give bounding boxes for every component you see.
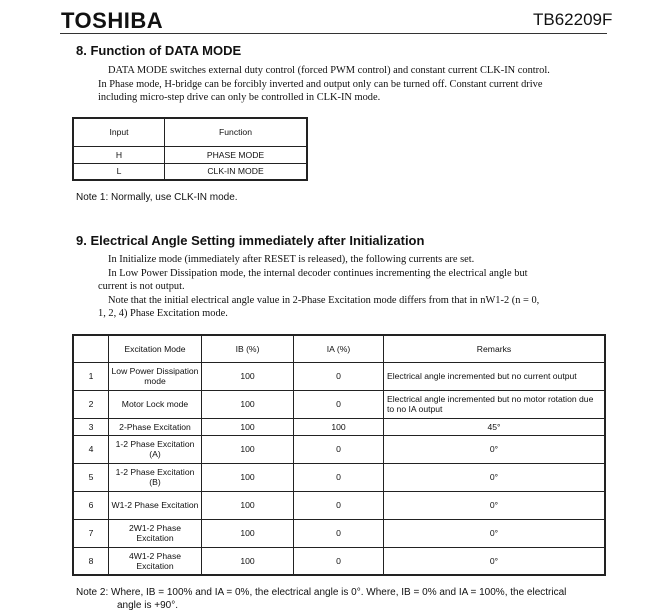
header-remarks: Remarks: [384, 335, 606, 362]
section8-paragraph-line-1: DATA MODE switches external duty control (forced PWM control) and constant current CLK-IN control.: [108, 65, 550, 76]
data-mode-table: [72, 117, 308, 181]
ib-cell: 100: [202, 519, 294, 547]
part-number: TB62209F: [533, 10, 613, 29]
excitation-mode-cell: 1-2 Phase Excitation (A): [109, 435, 202, 463]
remarks-cell: 0°: [384, 491, 606, 519]
row-number: 4: [73, 435, 109, 463]
row-number: 5: [73, 463, 109, 491]
toshiba-logo: TOSHIBA: [61, 8, 164, 33]
table-row: [73, 146, 307, 163]
remarks-cell: 0°: [384, 547, 606, 575]
electrical-angle-table: [72, 334, 606, 576]
ib-cell: 100: [202, 418, 294, 435]
section9-paragraph-line-3: current is not output.: [98, 281, 185, 292]
table-row: [73, 390, 605, 418]
ib-cell: 100: [202, 390, 294, 418]
header-divider: [60, 33, 607, 34]
section8-note: Note 1: Normally, use CLK-IN mode.: [76, 192, 238, 203]
ib-cell: 100: [202, 547, 294, 575]
remarks-cell: 45°: [384, 418, 606, 435]
table-row: [73, 519, 605, 547]
function-cell: PHASE MODE: [165, 146, 308, 163]
section8-heading: 8. Function of DATA MODE: [76, 43, 242, 58]
ia-cell: 0: [294, 519, 384, 547]
ia-cell: 0: [294, 547, 384, 575]
header-input: Input: [73, 118, 165, 146]
section9-paragraph-line-2: In Low Power Dissipation mode, the internal decoder continues incrementing the electrical angle but: [108, 267, 528, 279]
row-number: 2: [73, 390, 109, 418]
ib-cell: 100: [202, 435, 294, 463]
excitation-mode-cell: 2-Phase Excitation: [109, 418, 202, 435]
header-excitation-mode: Excitation Mode: [109, 335, 202, 362]
remarks-cell: Electrical angle incremented but no current output: [384, 362, 606, 390]
ia-cell: 100: [294, 418, 384, 435]
section9-note-line-2: angle is +90°.: [117, 600, 178, 611]
input-cell: H: [73, 146, 165, 163]
ia-cell: 0: [294, 435, 384, 463]
input-cell: L: [73, 163, 165, 180]
row-number: 3: [73, 418, 109, 435]
excitation-mode-cell: Low Power Dissipation mode: [109, 362, 202, 390]
section8-paragraph-line-3: including micro-step drive can only be controlled in CLK-IN mode.: [98, 92, 381, 103]
table-row: [73, 491, 605, 519]
table-row: [73, 163, 307, 180]
excitation-mode-cell: 4W1-2 Phase Excitation: [109, 547, 202, 575]
ia-cell: 0: [294, 362, 384, 390]
row-number: 6: [73, 491, 109, 519]
excitation-mode-cell: 2W1-2 Phase Excitation: [109, 519, 202, 547]
ib-cell: 100: [202, 463, 294, 491]
remarks-cell: Electrical angle incremented but no motor rotation due to no IA output: [384, 390, 606, 418]
remarks-cell: 0°: [384, 519, 606, 547]
remarks-cell: 0°: [384, 463, 606, 491]
ia-cell: 0: [294, 491, 384, 519]
section9-heading: 9. Electrical Angle Setting immediately after Initialization: [76, 233, 425, 248]
row-number: 7: [73, 519, 109, 547]
section9-note-line-1: Note 2: Where, IB = 100% and IA = 0%, the electrical angle is 0°. Where, IB = 0% and IA = 100%, the electrical: [76, 587, 567, 598]
header-number: [73, 335, 109, 362]
ia-cell: 0: [294, 463, 384, 491]
excitation-mode-cell: Motor Lock mode: [109, 390, 202, 418]
table-row: [73, 435, 605, 463]
table-row: [73, 463, 605, 491]
header-ib: IB (%): [202, 335, 294, 362]
ib-cell: 100: [202, 362, 294, 390]
excitation-mode-cell: W1-2 Phase Excitation: [109, 491, 202, 519]
section9-paragraph-line-5: 1, 2, 4) Phase Excitation mode.: [98, 308, 228, 319]
row-number: 8: [73, 547, 109, 575]
section9-paragraph-line-4: Note that the initial electrical angle value in 2-Phase Excitation mode differs from that in nW1-2 (n = 0,: [108, 294, 540, 306]
ia-cell: 0: [294, 390, 384, 418]
function-cell: CLK-IN MODE: [165, 163, 308, 180]
table-row: [73, 362, 605, 390]
table-row: [73, 418, 605, 435]
section9-paragraph-line-1: In Initialize mode (immediately after RESET is released), the following currents are set.: [108, 254, 475, 265]
excitation-mode-cell: 1-2 Phase Excitation (B): [109, 463, 202, 491]
table-row: [73, 547, 605, 575]
remarks-cell: 0°: [384, 435, 606, 463]
section8-paragraph-line-2: In Phase mode, H-bridge can be forcibly inverted and output only can be turned off. Constant current drive: [98, 78, 543, 90]
row-number: 1: [73, 362, 109, 390]
header-function: Function: [165, 118, 308, 146]
header-ia: IA (%): [294, 335, 384, 362]
ib-cell: 100: [202, 491, 294, 519]
